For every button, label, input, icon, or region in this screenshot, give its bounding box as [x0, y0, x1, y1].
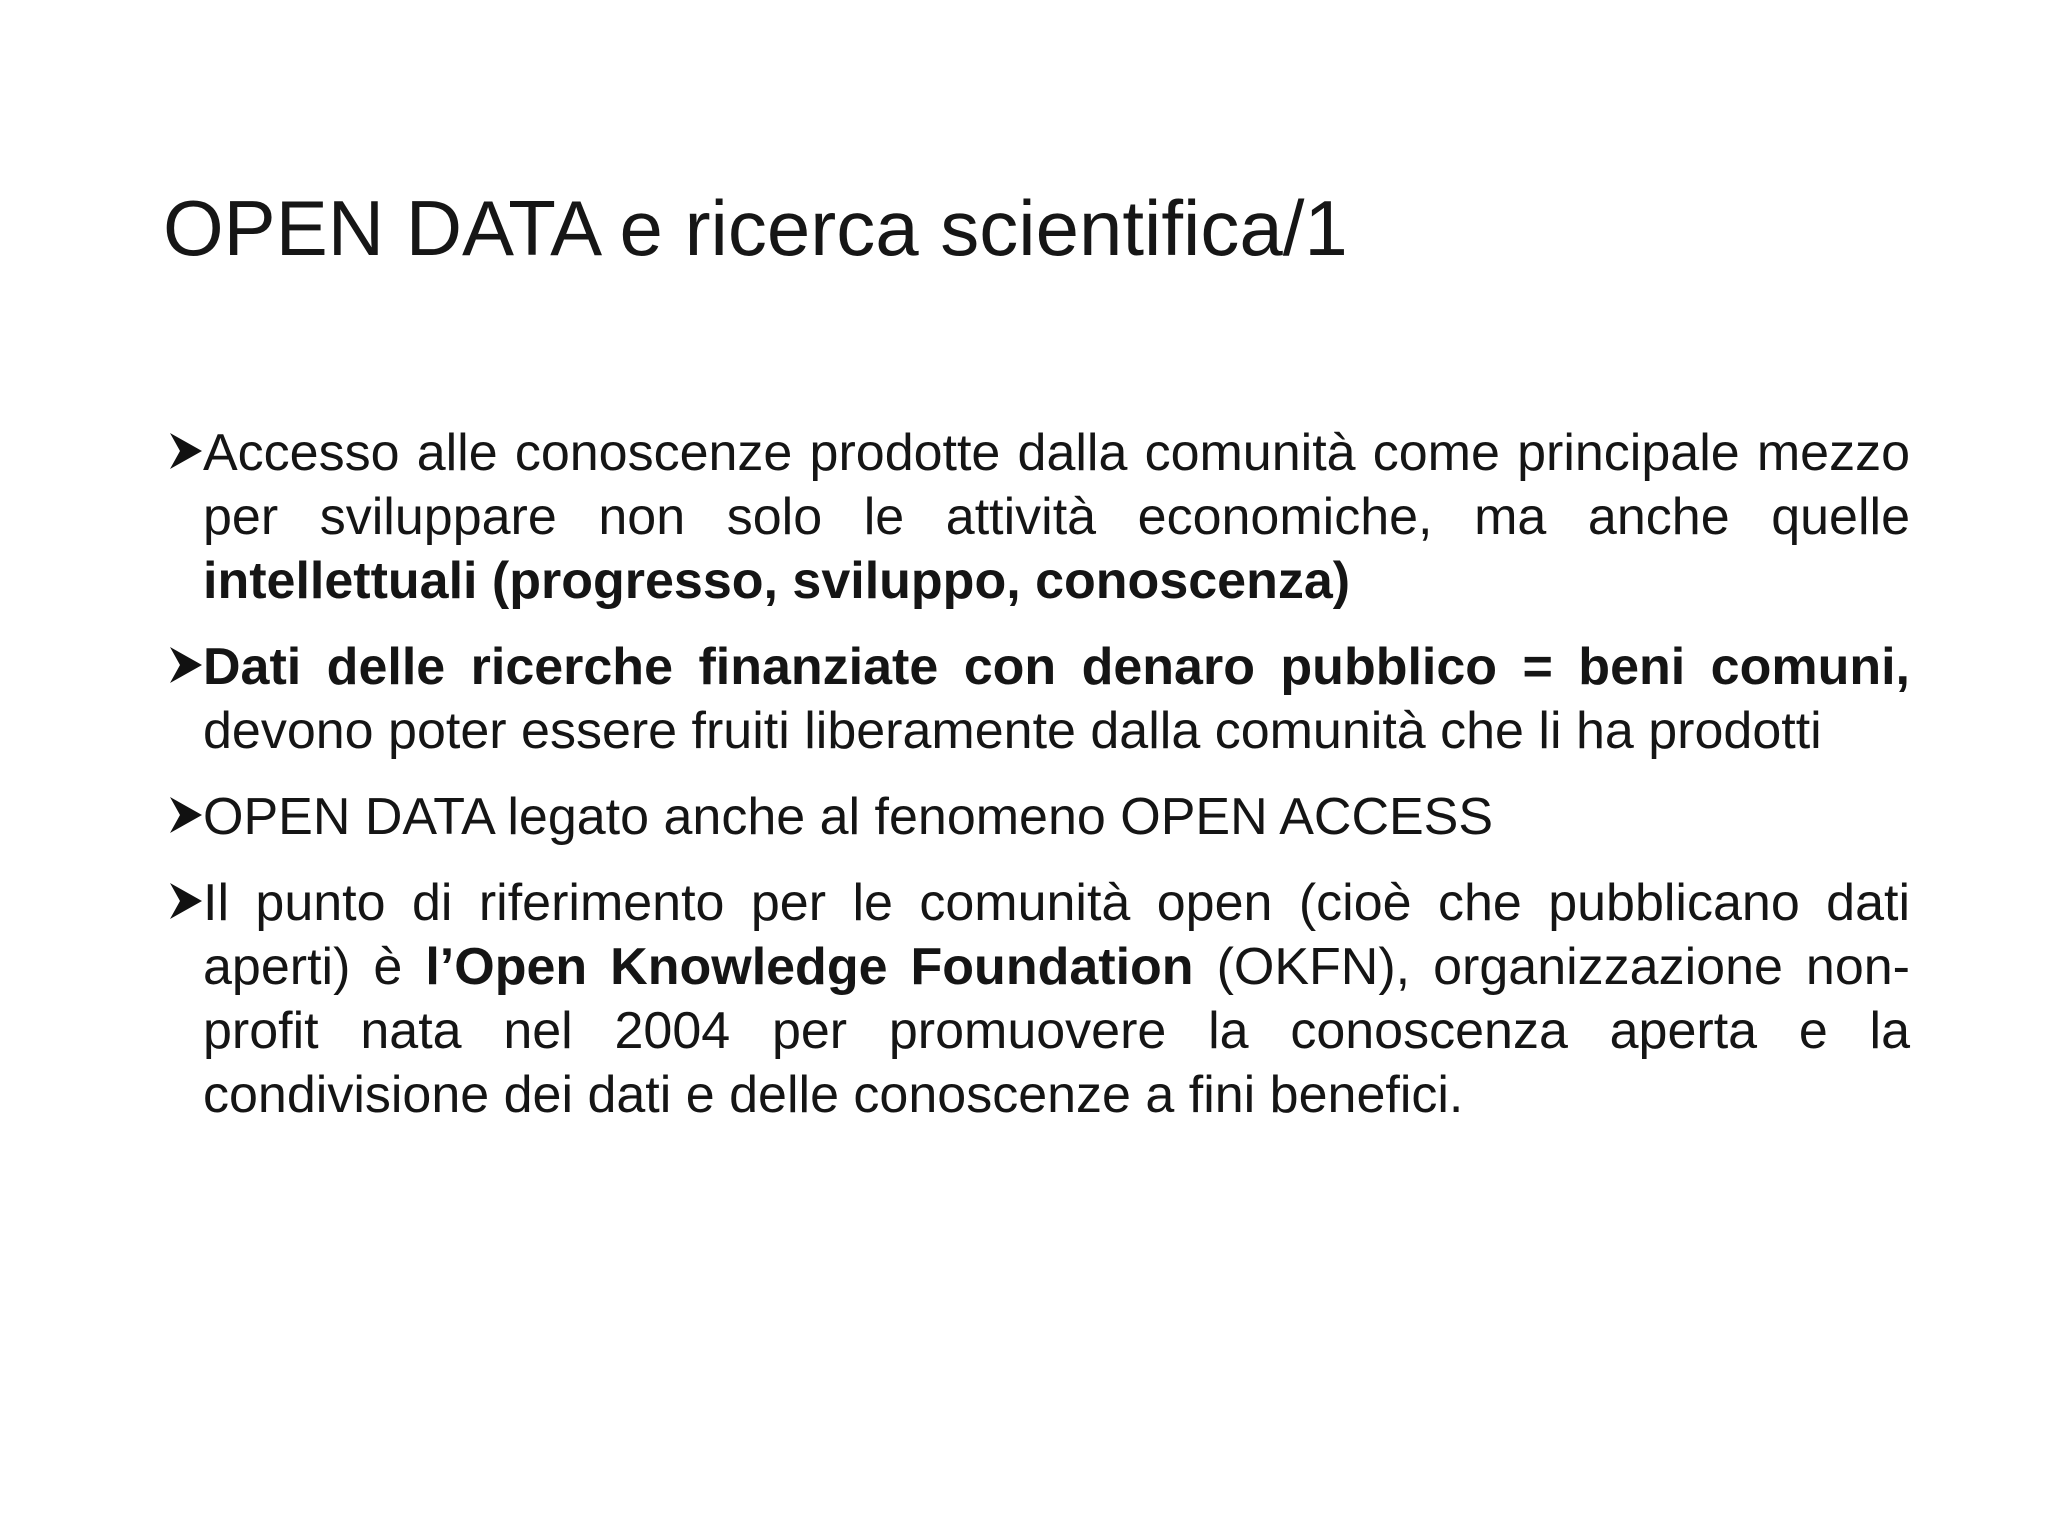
bullet-text — [203, 788, 1493, 846]
bullet-list — [168, 421, 1910, 1127]
bullet-item-access — [168, 421, 1910, 613]
bullet-text-regular: OPEN DATA legato anche al fenomeno OPEN ACCESS — [203, 788, 1494, 846]
bullet-item-okfn — [168, 871, 1910, 1127]
arrowhead-bullet-icon — [168, 431, 208, 475]
arrowhead-bullet-icon — [168, 645, 208, 689]
bullet-text — [203, 638, 1910, 760]
bullet-text-bold: intellettuali (progresso, sviluppo, conoscenza) — [203, 552, 1351, 610]
bullet-text-regular: Accesso alle conoscenze prodotte dalla comunità come principale mezzo per sviluppare non solo le attività economiche, ma anche quelle — [203, 424, 1910, 546]
bullet-text — [203, 424, 1910, 610]
slide-title: OPEN DATA e ricerca scientifica/1 — [163, 184, 1348, 272]
bullet-text-bold: l’Open Knowledge Foundation — [425, 938, 1194, 996]
arrowhead-bullet-icon — [168, 795, 208, 839]
bullet-text — [203, 874, 1910, 1124]
bullet-text-bold: Dati delle ricerche finanziate con denaro pubblico = beni comuni, — [203, 638, 1910, 696]
bullet-item-open-access — [168, 785, 1910, 849]
bullet-text-regular: Il punto di riferimento per le comunità open (cioè che pubblicano dati aperti) è — [203, 874, 1910, 996]
bullet-text-regular: (OKFN), organizzazione non-profit nata nel 2004 per promuovere la conoscenza aperta e la condivisione dei dati e delle conoscenze a fini benefici. — [203, 938, 1910, 1124]
arrowhead-bullet-icon — [168, 881, 208, 925]
bullet-text-regular: devono poter essere fruiti liberamente dalla comunità che li ha prodotti — [203, 702, 1822, 760]
bullet-item-public-data — [168, 635, 1910, 763]
